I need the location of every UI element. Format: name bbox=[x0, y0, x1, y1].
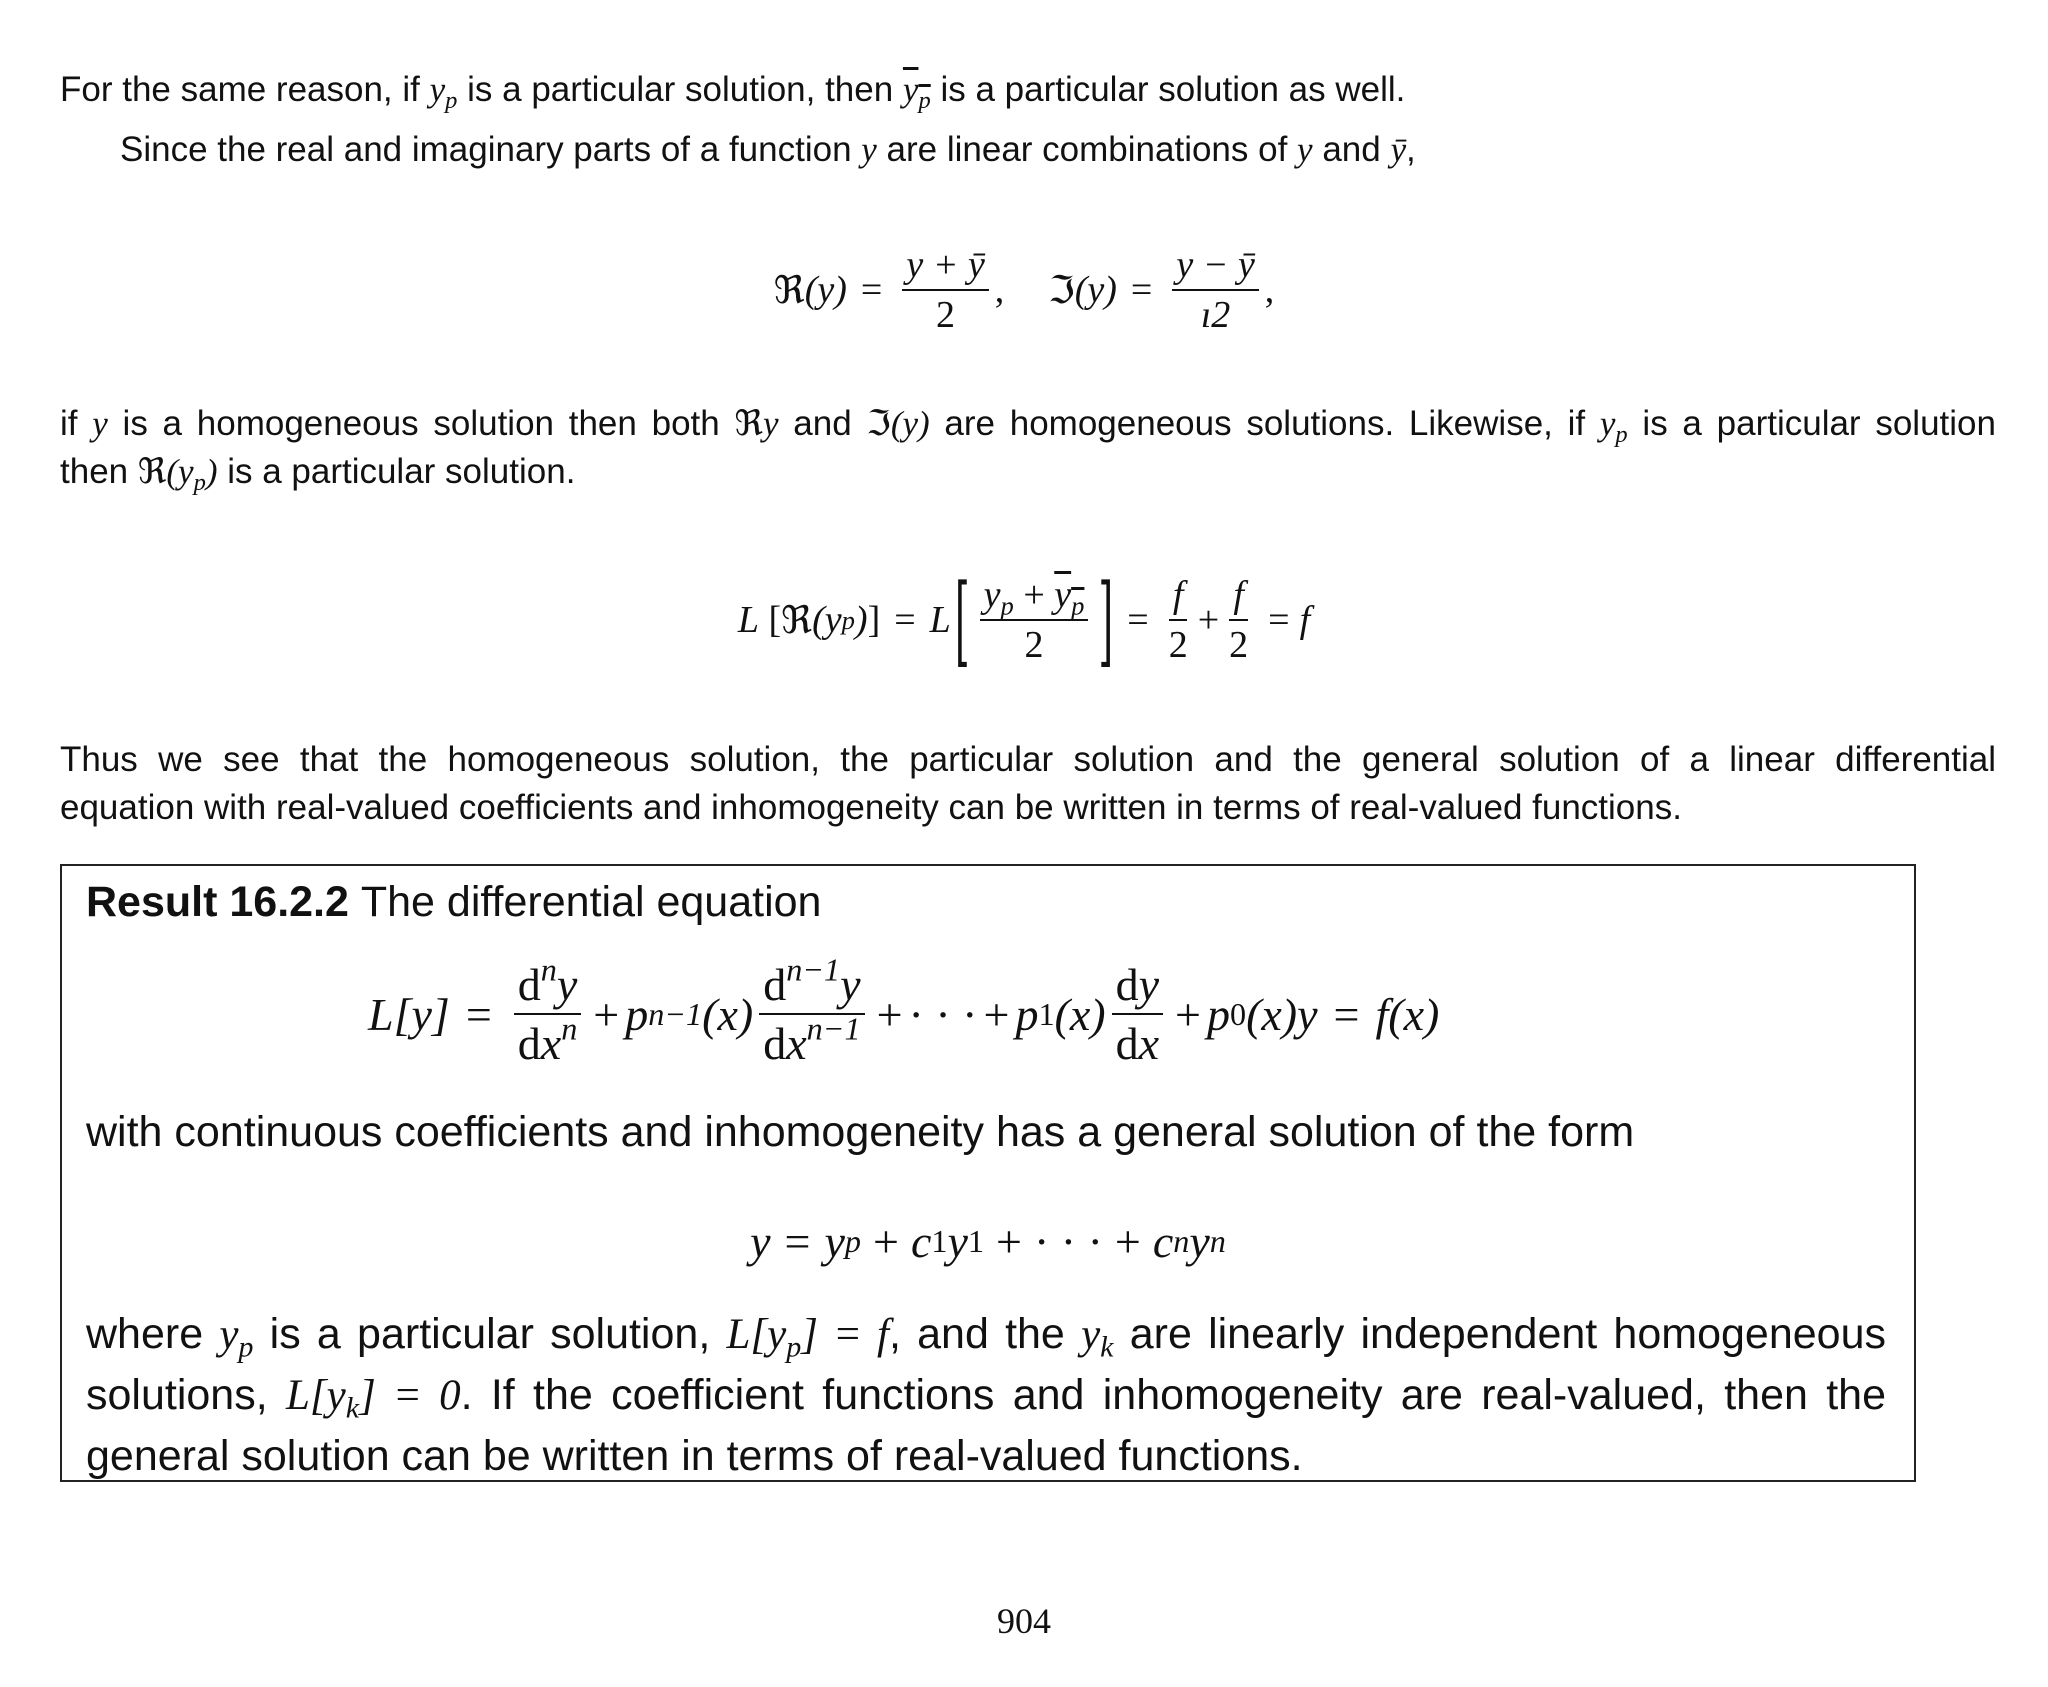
paragraph-1: For the same reason, if $y_p$ is a particular solution, then $y_p$ is a particular solution as well. bbox=[60, 70, 1406, 114]
result-general-solution: y = y p + c 1 y 1 + · · · + c n y n bbox=[750, 1215, 1226, 1267]
fraction-real: $\frac{y + ȳ}{2}$ bbox=[902, 243, 988, 337]
result-heading: Result 16.2.2 The differential equation bbox=[86, 878, 822, 926]
paragraph-2: Since the real and imaginary parts of a function y are linear combinations of y and ȳ, bbox=[120, 130, 1416, 169]
paragraph-4: Thus we see that the homogeneous solution, the particular solution and the general solution of a linear differential equation with real-valued coefficients and inhomogeneity can be written in terms of real-valued functions. bbox=[60, 740, 1996, 827]
equation-operator-real-part: L [ ℜ (y p ) ] = L [ $\frac{y_p + y_p}{2}$ ] = $\frac{f}{2}$ + $\frac{f}{2}$ = f bbox=[737, 562, 1311, 678]
equation-real-imag-parts: ℜ (y) = $\frac{y + ȳ}{2}$ , ℑ (y) = $\frac{y - ȳ}{ı2}$ , bbox=[773, 244, 1275, 336]
conjugate-yp: $y_p$ bbox=[902, 70, 931, 114]
fraction-sum-conjugate: $\frac{y_p + y_p}{2}$ bbox=[980, 573, 1089, 667]
result-differential-equation: L[y] = $\frac{d^ny}{dx^n}$ + p n−1 (x) $\frac{d^{n-1}y}{dx^{n-1}}$ + · · · + p 1 (x) $\frac{dy}{dx}$ + p 0 (x) y = f(x) bbox=[368, 951, 1440, 1069]
result-box bbox=[60, 864, 1916, 1482]
page-number: 904 bbox=[997, 1601, 1051, 1641]
result-mid-text: with continuous coefficients and inhomogeneity has a general solution of the form bbox=[86, 1108, 1635, 1156]
fraction-imag: $\frac{y - ȳ}{ı2}$ bbox=[1172, 243, 1258, 337]
paragraph-3: if y is a homogeneous solution then both ℜy and ℑ(y) are homogeneous solutions. Likewise, if $y_p$ is a particular solution then $ℜ(y_p)$ is a particular solution. bbox=[60, 404, 1996, 496]
result-closing-text: where $y_p$ is a particular solution, $L[y_p] = f$, and the $y_k$ are linearly independent homogeneous solutions, $L[y_k] = 0$. If the coefficient functions and inhomogeneity are real-valued, then the general solution can be written in terms of real-valued functions. bbox=[86, 1310, 1886, 1480]
